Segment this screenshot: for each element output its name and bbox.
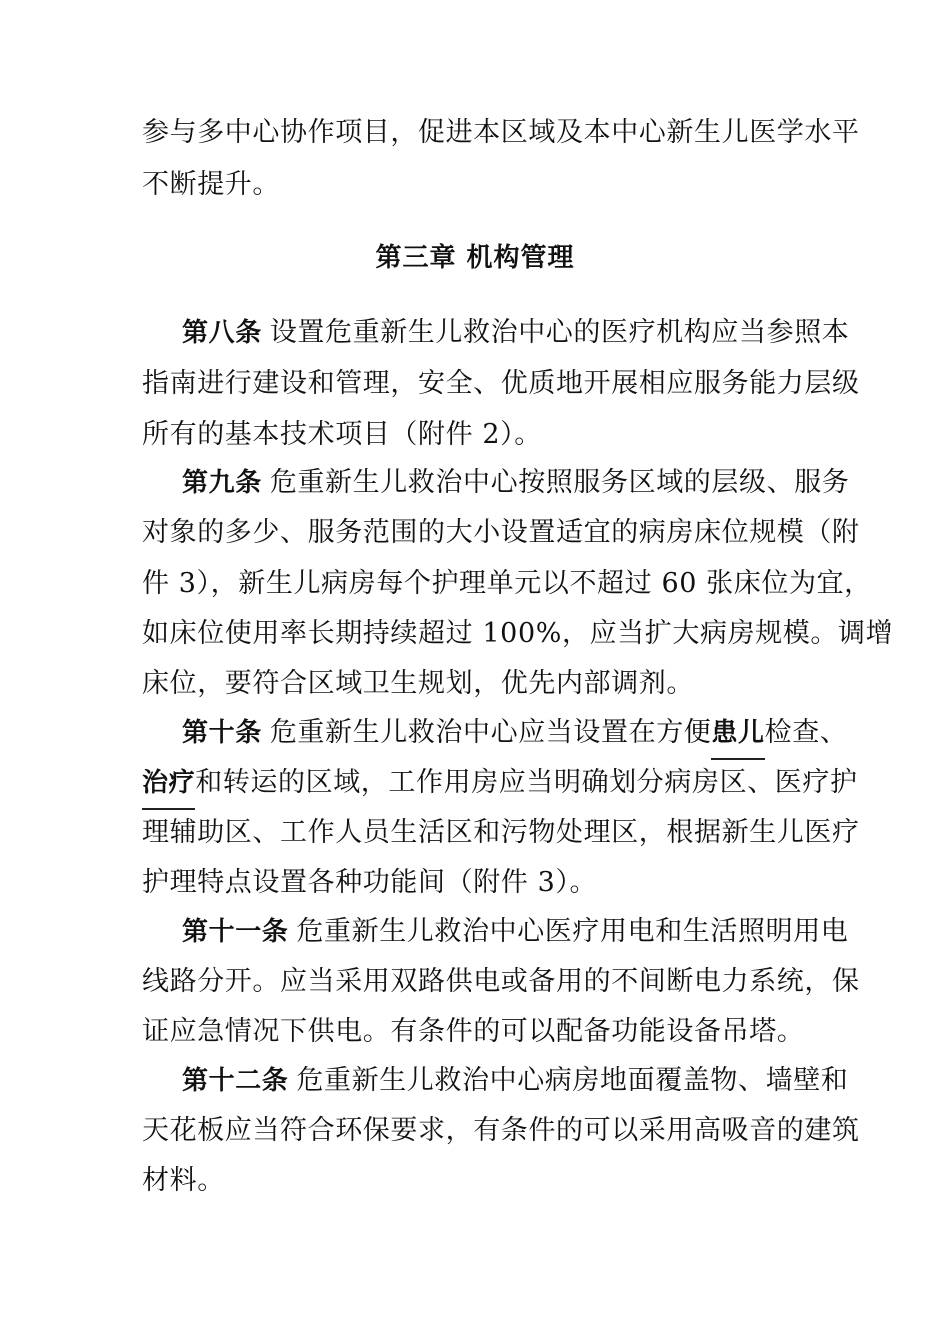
article-line: 护理特点设置各种功能间（附件 3）。 <box>142 867 598 898</box>
revision-mark: 治疗 <box>142 765 195 801</box>
article-text: 设置危重新生儿救治中心的医疗机构应当参照本 <box>269 317 850 348</box>
article-text: 危重新生儿救治中心医疗用电和生活照明用电 <box>296 916 849 947</box>
article-line: 线路分开。应当采用双路供电或备用的不间断电力系统，保 <box>142 966 860 997</box>
article-text: 检查、 <box>764 717 848 748</box>
article-line: 如床位使用率长期持续超过 100%，应当扩大病房规模。调增 <box>142 618 894 649</box>
article-text: 和转运的区域，工作用房应当明确划分病房区、医疗护 <box>195 767 858 798</box>
intro-line: 不断提升。 <box>142 169 280 200</box>
article-label: 第九条 <box>182 468 262 498</box>
article-text: 危重新生儿救治中心病房地面覆盖物、墙壁和 <box>296 1065 849 1096</box>
article-line: 天花板应当符合环保要求，有条件的可以采用高吸音的建筑 <box>142 1115 860 1146</box>
article-text: 危重新生儿救治中心按照服务区域的层级、服务 <box>269 467 850 498</box>
article-line: 指南进行建设和管理，安全、优质地开展相应服务能力层级 <box>142 368 860 399</box>
chapter-title: 第三章 机构管理 <box>375 243 575 273</box>
article-line <box>142 765 858 801</box>
article-label: 第八条 <box>182 318 262 348</box>
article-line: 所有的基本技术项目（附件 2）。 <box>142 419 542 450</box>
article-label: 第十条 <box>182 718 262 748</box>
article-first-line <box>182 1063 848 1099</box>
article-label: 第十二条 <box>182 1066 289 1096</box>
article-label: 第十一条 <box>182 917 289 947</box>
article-line: 证应急情况下供电。有条件的可以配备功能设备吊塔。 <box>142 1016 805 1047</box>
article-line: 床位，要符合区域卫生规划，优先内部调剂。 <box>142 668 694 699</box>
article-first-line <box>182 715 847 751</box>
article-line: 对象的多少、服务范围的大小设置适宜的病房床位规模（附 <box>142 517 860 548</box>
article-line: 材料。 <box>142 1165 225 1196</box>
article-first-line <box>182 315 849 351</box>
intro-line: 参与多中心协作项目，促进本区域及本中心新生儿医学水平 <box>142 117 860 148</box>
article-first-line <box>182 465 849 501</box>
revision-mark: 患儿 <box>711 715 764 751</box>
article-text: 危重新生儿救治中心应当设置在方便 <box>269 717 712 748</box>
article-line: 理辅助区、工作人员生活区和污物处理区，根据新生儿医疗 <box>142 817 860 848</box>
article-line: 件 3），新生儿病房每个护理单元以不超过 60 张床位为宜， <box>142 568 872 599</box>
article-first-line <box>182 914 848 950</box>
